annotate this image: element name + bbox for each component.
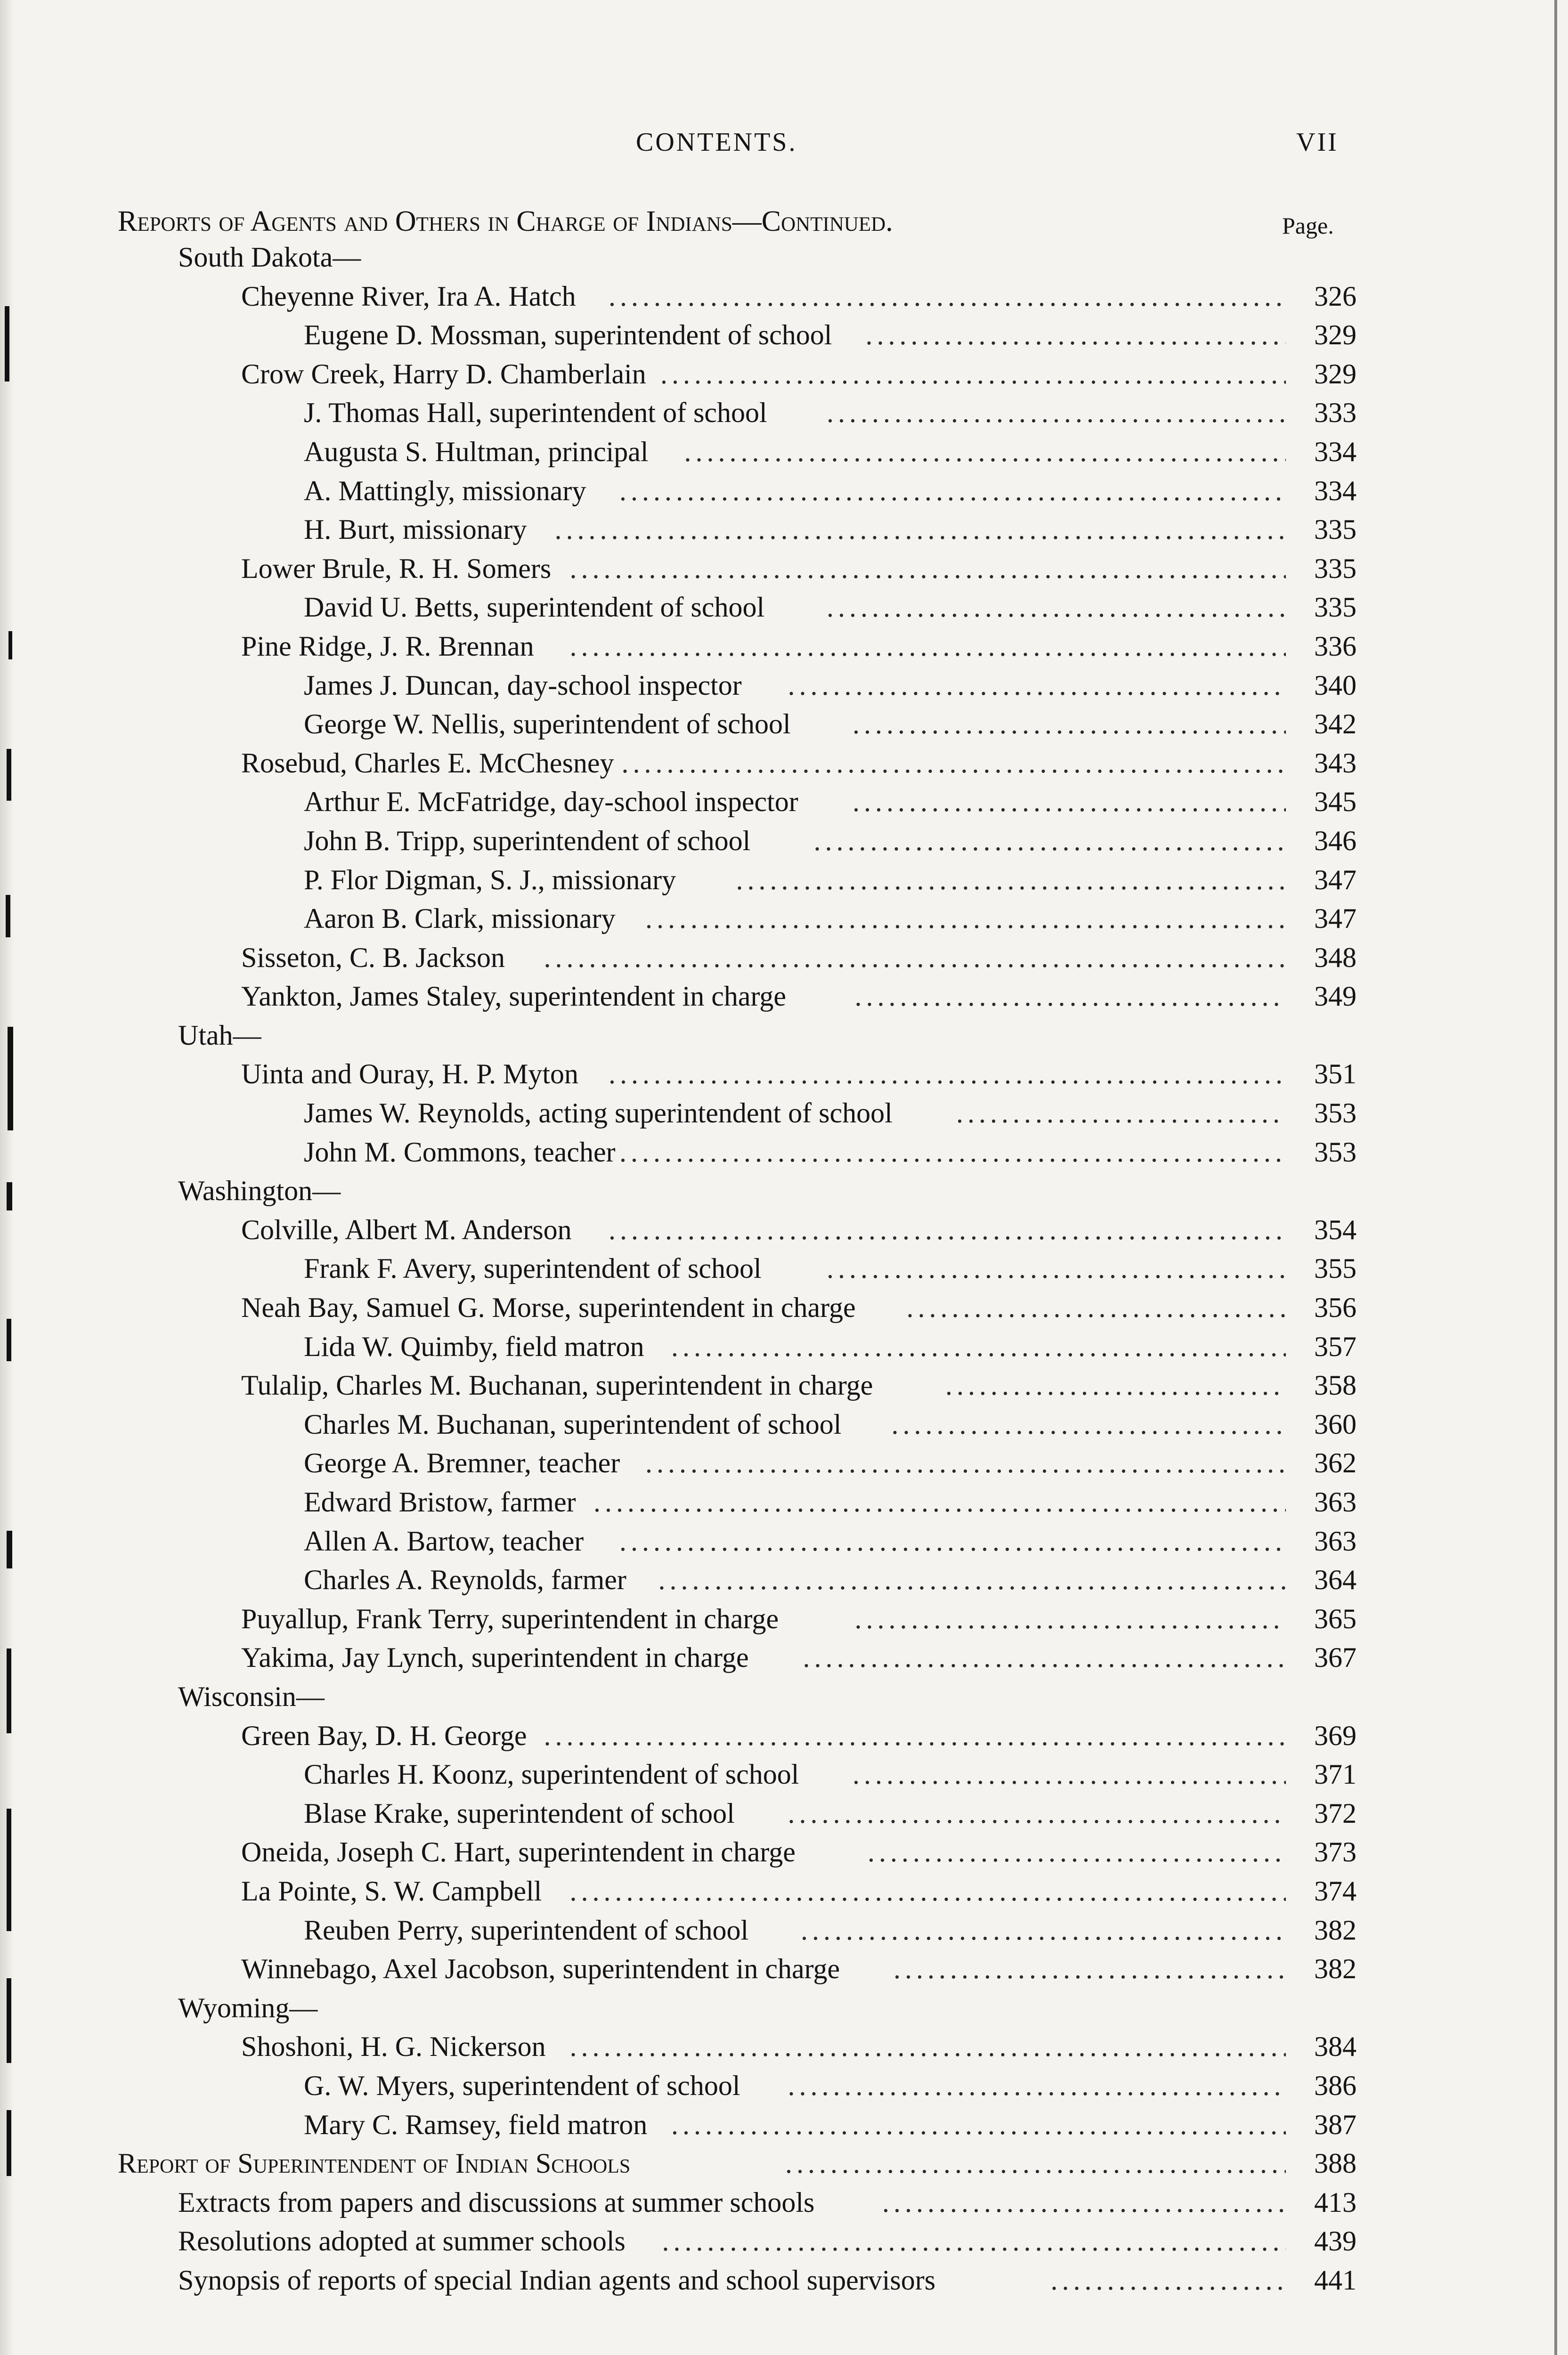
dot-leader xyxy=(544,938,1286,977)
entry-title: Edward Bristow, farmer xyxy=(304,1486,576,1518)
contents-entry xyxy=(0,1560,1568,1600)
contents-group-heading xyxy=(0,1016,1568,1055)
entry-page-number: 384 xyxy=(1314,2031,1357,2063)
entry-title: Green Bay, D. H. George xyxy=(241,1720,527,1751)
entry-page-number: 369 xyxy=(1314,1720,1357,1751)
contents-entry xyxy=(0,627,1568,666)
dot-leader xyxy=(853,782,1286,821)
dot-leader xyxy=(788,2066,1286,2105)
dot-leader xyxy=(662,2222,1286,2261)
contents-entry xyxy=(0,1716,1568,1755)
entry-title: Sisseton, C. B. Jackson xyxy=(241,942,505,973)
dot-leader xyxy=(945,1366,1286,1405)
entry-title: James W. Reynolds, acting superintendent of school xyxy=(304,1097,893,1129)
contents-group-heading xyxy=(0,238,1568,277)
contents-entry xyxy=(0,2261,1568,2300)
entry-title: Crow Creek, Harry D. Chamberlain xyxy=(241,358,646,390)
dot-leader xyxy=(785,2144,1286,2183)
entry-title: Oneida, Joseph C. Hart, superintendent in charge xyxy=(241,1836,796,1868)
dot-leader xyxy=(882,2183,1286,2222)
header-page-number: VII xyxy=(1296,128,1339,157)
entry-page-number: 357 xyxy=(1314,1331,1357,1362)
contents-entry xyxy=(0,2105,1568,2144)
entry-page-number: 334 xyxy=(1314,475,1357,506)
entry-title: Arthur E. McFatridge, day-school inspector xyxy=(304,786,798,818)
entry-title: Yankton, James Staley, superintendent in charge xyxy=(241,981,787,1012)
entry-title: Extracts from papers and discussions at summer schools xyxy=(178,2186,815,2218)
contents-entry xyxy=(0,1327,1568,1366)
dot-leader xyxy=(853,705,1286,744)
contents-entry xyxy=(0,2027,1568,2066)
entry-title: Lower Brule, R. H. Somers xyxy=(241,552,552,584)
entry-page-number: 439 xyxy=(1314,2225,1357,2257)
entry-title: P. Flor Digman, S. J., missionary xyxy=(304,864,676,895)
running-header xyxy=(0,127,1568,165)
entry-title: Uinta and Ouray, H. P. Myton xyxy=(241,1058,579,1090)
entry-title: G. W. Myers, superintendent of school xyxy=(304,2070,740,2101)
contents-entry xyxy=(0,821,1568,861)
entry-title: Colville, Albert M. Anderson xyxy=(241,1214,572,1245)
contents-entry xyxy=(0,277,1568,316)
contents-entry xyxy=(0,666,1568,705)
entry-title: South Dakota— xyxy=(178,242,361,273)
contents-entry xyxy=(0,2183,1568,2222)
contents-entry xyxy=(0,1210,1568,1250)
entry-title: Puyallup, Frank Terry, superintendent in charge xyxy=(241,1603,779,1634)
entry-page-number: 358 xyxy=(1314,1370,1357,1401)
entry-page-number: 382 xyxy=(1314,1953,1357,1985)
entry-page-number: 441 xyxy=(1314,2264,1357,2296)
contents-entry xyxy=(0,2222,1568,2261)
dot-leader xyxy=(619,1133,1286,1172)
dot-leader xyxy=(555,510,1286,549)
entry-page-number: 367 xyxy=(1314,1642,1357,1673)
entry-page-number: 364 xyxy=(1314,1564,1357,1596)
entry-page-number: 335 xyxy=(1314,592,1357,623)
dot-leader xyxy=(619,1522,1286,1561)
entry-title: Augusta S. Hultman, principal xyxy=(304,436,649,467)
entry-page-number: 329 xyxy=(1314,358,1357,390)
dot-leader xyxy=(609,1055,1286,1094)
dot-leader xyxy=(544,1716,1286,1755)
contents-entry xyxy=(0,2144,1568,2183)
dot-leader xyxy=(645,1444,1286,1483)
entry-page-number: 329 xyxy=(1314,319,1357,351)
contents-entry xyxy=(0,977,1568,1016)
dot-leader xyxy=(853,1755,1286,1794)
dot-leader xyxy=(684,432,1286,471)
entry-page-number: 362 xyxy=(1314,1447,1357,1479)
dot-leader xyxy=(827,588,1286,627)
entry-page-number: 354 xyxy=(1314,1214,1357,1245)
entry-page-number: 335 xyxy=(1314,514,1357,545)
contents-entry xyxy=(0,1872,1568,1911)
contents-entry xyxy=(0,1133,1568,1172)
entry-title: Blase Krake, superintendent of school xyxy=(304,1797,735,1829)
contents-entry xyxy=(0,2066,1568,2105)
contents-entry xyxy=(0,1249,1568,1288)
contents-entry xyxy=(0,1522,1568,1561)
entry-title: George A. Bremner, teacher xyxy=(304,1447,620,1479)
dot-leader xyxy=(801,1911,1286,1950)
entry-page-number: 348 xyxy=(1314,942,1357,973)
contents-entry xyxy=(0,355,1568,394)
entry-title: Winnebago, Axel Jacobson, superintendent in charge xyxy=(241,1953,840,1985)
entry-page-number: 335 xyxy=(1314,552,1357,584)
entry-title: David U. Betts, superintendent of school xyxy=(304,592,765,623)
entry-page-number: 340 xyxy=(1314,669,1357,701)
contents-entry xyxy=(0,1949,1568,1989)
contents-entry xyxy=(0,549,1568,588)
contents-entry xyxy=(0,432,1568,471)
contents-entry xyxy=(0,1288,1568,1327)
entry-page-number: 347 xyxy=(1314,864,1357,895)
contents-entry xyxy=(0,938,1568,977)
dot-leader xyxy=(609,1210,1286,1250)
contents-entry xyxy=(0,1794,1568,1833)
entry-page-number: 386 xyxy=(1314,2070,1357,2101)
entry-title: Cheyenne River, Ira A. Hatch xyxy=(241,280,576,312)
contents-entry xyxy=(0,744,1568,783)
entry-page-number: 336 xyxy=(1314,630,1357,662)
entry-page-number: 413 xyxy=(1314,2186,1357,2218)
entry-page-number: 374 xyxy=(1314,1875,1357,1907)
entry-title: La Pointe, S. W. Campbell xyxy=(241,1875,542,1907)
dot-leader xyxy=(814,821,1286,861)
entry-page-number: 363 xyxy=(1314,1525,1357,1557)
dot-leader xyxy=(619,471,1286,511)
entry-title: Allen A. Bartow, teacher xyxy=(304,1525,584,1557)
dot-leader xyxy=(956,1094,1286,1133)
entry-page-number: 363 xyxy=(1314,1486,1357,1518)
contents-entry xyxy=(0,1600,1568,1639)
entry-title: Frank F. Avery, superintendent of school xyxy=(304,1253,762,1284)
entry-title: Shoshoni, H. G. Nickerson xyxy=(241,2031,546,2063)
dot-leader xyxy=(609,277,1286,316)
entry-title: Rosebud, Charles E. McChesney xyxy=(241,747,614,779)
dot-leader xyxy=(622,744,1286,783)
dot-leader xyxy=(788,1794,1286,1833)
entry-title: Neah Bay, Samuel G. Morse, superintendent in charge xyxy=(241,1292,856,1324)
entry-title: J. Thomas Hall, superintendent of school xyxy=(304,397,767,429)
page-column-label: Page. xyxy=(1282,212,1334,239)
dot-leader xyxy=(570,627,1286,666)
contents-entry xyxy=(0,1055,1568,1094)
entry-title: Aaron B. Clark, missionary xyxy=(304,903,616,934)
header-title: CONTENTS. xyxy=(636,128,797,157)
entry-page-number: 349 xyxy=(1314,981,1357,1012)
dot-leader xyxy=(866,316,1286,355)
dot-leader xyxy=(892,1405,1286,1444)
dot-leader xyxy=(894,1949,1286,1989)
entry-page-number: 382 xyxy=(1314,1914,1357,1946)
dot-leader xyxy=(570,2027,1286,2066)
entry-page-number: 372 xyxy=(1314,1797,1357,1829)
contents-entry xyxy=(0,471,1568,511)
entry-page-number: 371 xyxy=(1314,1759,1357,1790)
entry-title: Washington— xyxy=(178,1175,341,1207)
dot-leader xyxy=(1051,2261,1286,2300)
entry-title: Resolutions adopted at summer schools xyxy=(178,2225,626,2257)
entry-title: A. Mattingly, missionary xyxy=(304,475,586,506)
section-heading: Reports of Agents and Others in Charge of Indians—Continued. xyxy=(118,205,893,237)
entry-title: Report of Superintendent of Indian Schools xyxy=(118,2148,631,2179)
dot-leader xyxy=(570,1872,1286,1911)
contents-entry xyxy=(0,1366,1568,1405)
contents-entry xyxy=(0,316,1568,355)
contents-entry xyxy=(0,782,1568,821)
entry-page-number: 347 xyxy=(1314,903,1357,934)
contents-entry xyxy=(0,510,1568,549)
entry-title: Utah— xyxy=(178,1019,261,1051)
contents-entry xyxy=(0,705,1568,744)
contents-entry xyxy=(0,393,1568,432)
dot-leader xyxy=(827,1249,1286,1288)
entry-title: Pine Ridge, J. R. Brennan xyxy=(241,630,534,662)
entry-title: John M. Commons, teacher xyxy=(304,1136,616,1168)
entry-title: John B. Tripp, superintendent of school xyxy=(304,825,751,856)
contents-group-heading xyxy=(0,1171,1568,1210)
dot-leader xyxy=(671,1327,1286,1366)
dot-leader xyxy=(671,2105,1286,2144)
contents-entry xyxy=(0,1755,1568,1794)
contents-entry xyxy=(0,899,1568,938)
entry-page-number: 373 xyxy=(1314,1836,1357,1868)
entry-page-number: 351 xyxy=(1314,1058,1357,1090)
dot-leader xyxy=(855,977,1286,1016)
contents-entry xyxy=(0,1094,1568,1133)
entry-page-number: 345 xyxy=(1314,786,1357,818)
entry-title: Eugene D. Mossman, superintendent of school xyxy=(304,319,832,351)
entry-title: H. Burt, missionary xyxy=(304,514,527,545)
entry-page-number: 343 xyxy=(1314,747,1357,779)
entry-title: James J. Duncan, day-school inspector xyxy=(304,669,742,701)
entry-page-number: 342 xyxy=(1314,708,1357,740)
entry-title: Synopsis of reports of special Indian agents and school supervisors xyxy=(178,2264,936,2296)
contents-entry xyxy=(0,1483,1568,1522)
entry-title: Charles H. Koonz, superintendent of school xyxy=(304,1759,799,1790)
contents-group-heading xyxy=(0,1989,1568,2028)
dot-leader xyxy=(645,899,1286,938)
entry-title: George W. Nellis, superintendent of school xyxy=(304,708,791,740)
entry-title: Yakima, Jay Lynch, superintendent in charge xyxy=(241,1642,749,1673)
contents-entry xyxy=(0,861,1568,900)
entry-title: Reuben Perry, superintendent of school xyxy=(304,1914,749,1946)
entry-page-number: 355 xyxy=(1314,1253,1357,1284)
dot-leader xyxy=(736,861,1286,900)
entry-page-number: 333 xyxy=(1314,397,1357,429)
contents-list xyxy=(0,238,1568,2299)
entry-title: Tulalip, Charles M. Buchanan, superintendent in charge xyxy=(241,1370,873,1401)
contents-group-heading xyxy=(0,1677,1568,1716)
entry-page-number: 365 xyxy=(1314,1603,1357,1634)
dot-leader xyxy=(907,1288,1286,1327)
entry-title: Mary C. Ramsey, field matron xyxy=(304,2109,648,2140)
entry-page-number: 346 xyxy=(1314,825,1357,856)
entry-title: Wisconsin— xyxy=(178,1681,325,1712)
dot-leader xyxy=(803,1638,1286,1677)
entry-title: Wyoming— xyxy=(178,1992,318,2023)
dot-leader xyxy=(660,355,1286,394)
dot-leader xyxy=(827,393,1286,432)
contents-entry xyxy=(0,588,1568,627)
dot-leader xyxy=(788,666,1286,705)
entry-page-number: 388 xyxy=(1314,2148,1357,2179)
contents-entry xyxy=(0,1911,1568,1950)
dot-leader xyxy=(593,1483,1286,1522)
contents-entry xyxy=(0,1833,1568,1872)
contents-entry xyxy=(0,1405,1568,1444)
entry-page-number: 334 xyxy=(1314,436,1357,467)
dot-leader xyxy=(855,1600,1286,1639)
dot-leader xyxy=(570,549,1286,588)
dot-leader xyxy=(658,1560,1286,1600)
entry-page-number: 360 xyxy=(1314,1408,1357,1440)
entry-page-number: 356 xyxy=(1314,1292,1357,1324)
entry-page-number: 326 xyxy=(1314,280,1357,312)
entry-page-number: 387 xyxy=(1314,2109,1357,2140)
entry-title: Charles A. Reynolds, farmer xyxy=(304,1564,626,1596)
contents-entry xyxy=(0,1444,1568,1483)
entry-title: Lida W. Quimby, field matron xyxy=(304,1331,644,1362)
entry-title: Charles M. Buchanan, superintendent of school xyxy=(304,1408,842,1440)
entry-page-number: 353 xyxy=(1314,1097,1357,1129)
dot-leader xyxy=(868,1833,1286,1872)
contents-entry xyxy=(0,1638,1568,1677)
entry-page-number: 353 xyxy=(1314,1136,1357,1168)
